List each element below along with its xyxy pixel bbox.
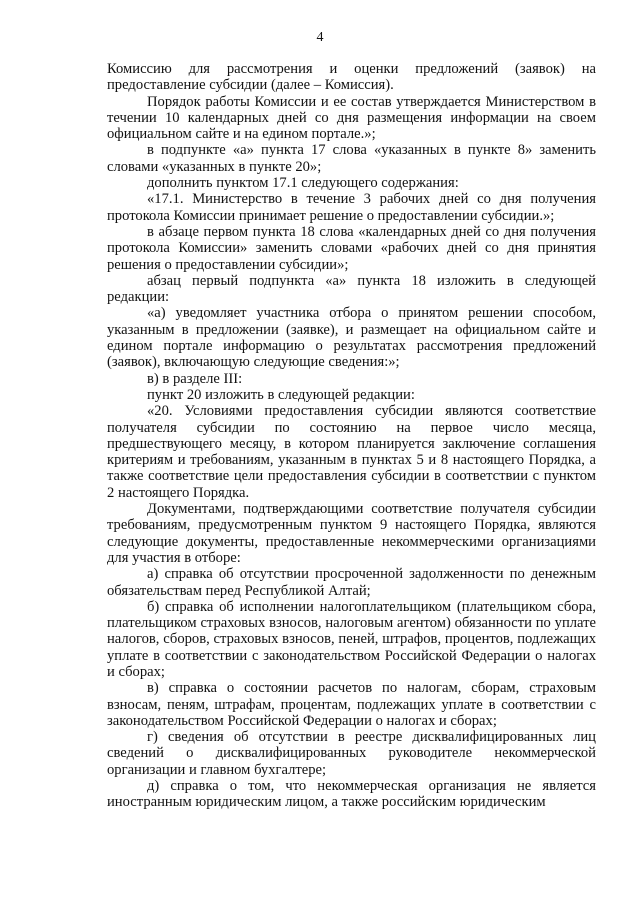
page-number: 4 [316, 30, 324, 45]
paragraph: Документами, подтверждающими соответствие получателя субсидии требованиям, предусмотренным пунктом 9 настоящего Порядка, являются следующие документы, предоставленные некоммерческими организациями для участия в отборе: [107, 501, 596, 566]
paragraph: б) справка об исполнении налогоплательщиком (плательщиком сбора, плательщиком страховых взносов, налоговым агентом) обязанности по уплате налогов, сборов, страховых взносов, пеней, штрафов, процентов, подлежащих уплате в соответствии с законодательством Российской Федерации о налогах и сборах; [107, 598, 596, 680]
paragraph: абзац первый подпункта «а» пункта 18 изложить в следующей редакции: [107, 272, 596, 306]
paragraph: пункт 20 изложить в следующей редакции: [147, 386, 415, 403]
paragraph: Порядок работы Комиссии и ее состав утверждается Министерством в течении 10 календарных дней со дня размещения информации на своем официальном сайте и на едином портале.»; [107, 93, 596, 143]
paragraph: «а) уведомляет участника отбора о принятом решении способом, указанным в предложении (заявке), и размещает на официальном сайте и едином портале информацию о результатах рассмотрения предложений (заявок), включающую следующие сведения:»; [107, 305, 596, 371]
paragraph: «17.1. Министерство в течение 3 рабочих дней со дня получения протокола Комиссии принимает решение о предоставлении субсидии.»; [107, 191, 596, 224]
paragraph: г) сведения об отсутствии в реестре дисквалифицированных лиц сведений о дисквалифицированных руководителе некоммерческой организации и главном бухгалтере; [107, 729, 596, 778]
paragraph: в) в разделе III: [147, 370, 243, 387]
paragraph: Комиссию для рассмотрения и оценки предложений (заявок) на предоставление субсидии (далее – Комиссия). [107, 61, 596, 94]
document-body [107, 61, 596, 811]
paragraph: в абзаце первом пункта 18 слова «календарных дней со дня получения протокола Комиссии» заменить словами «рабочих дней со дня принятия решения о предоставлении субсидии»; [107, 223, 596, 273]
paragraph: в подпункте «а» пункта 17 слова «указанных в пункте 8» заменить словами «указанных в пункте 20»; [107, 142, 596, 175]
paragraph: в) справка о состоянии расчетов по налогам, сборам, страховым взносам, пеням, штрафам, процентам, подлежащих уплате в соответствии с законодательством Российской Федерации о налогах и сборах; [107, 680, 596, 729]
paragraph: а) справка об отсутствии просроченной задолженности по денежным обязательствам перед Республикой Алтай; [107, 566, 596, 599]
paragraph: д) справка о том, что некоммерческая организация не является иностранным юридическим лицом, а также российским юридическим [107, 778, 596, 811]
paragraph: «20. Условиями предоставления субсидии являются соответствие получателя субсидии по состоянию на первое число месяца, предшествующего месяцу, в котором планируется заключение соглашения критериям и требованиям, указанным в пунктах 5 и 8 настоящего Порядка, а также соответствие цели предоставления субсидии в соответствии с пунктом 2 настоящего Порядка. [107, 403, 596, 501]
paragraph: дополнить пунктом 17.1 следующего содержания: [147, 175, 459, 192]
